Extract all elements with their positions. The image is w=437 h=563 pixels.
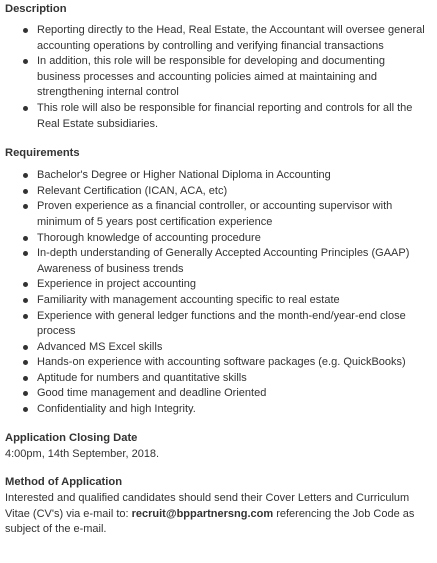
bullet-icon: [23, 236, 28, 241]
list-item: [5, 184, 437, 200]
description-list: [5, 23, 437, 132]
list-item: [5, 371, 437, 387]
closing-date-value: 4:00pm, 14th September, 2018.: [5, 447, 160, 460]
bullet-icon: [23, 314, 28, 319]
requirements-list: [5, 168, 437, 418]
description-heading: Description: [5, 3, 67, 15]
method-text-after: referencing the Job Code as subject of the e-mail.: [5, 507, 415, 536]
list-item-text: Reporting directly to the Head, Real Estate, the Accountant will oversee general accounting operations by controlling and verifying financial transactions: [37, 24, 425, 52]
job-posting: [0, 1, 437, 563]
list-item-text: Hands-on experience with accounting software packages (e.g. QuickBooks): [37, 356, 406, 369]
method-heading: Method of Application: [5, 476, 123, 489]
list-item-text: Good time management and deadline Oriented: [37, 387, 267, 400]
list-item-text: Bachelor's Degree or Higher National Diploma in Accounting: [37, 169, 331, 182]
bullet-icon: [23, 345, 28, 350]
list-item-text: Experience in project accounting: [37, 278, 196, 291]
list-item-text: In addition, this role will be responsible for developing and documenting business processes and accounting policies aimed at maintaining and strengthening internal control: [37, 55, 385, 99]
list-item-text: In-depth understanding of Generally Accepted Accounting Principles (GAAP) Awareness of business trends: [37, 247, 410, 275]
list-item: [5, 293, 437, 309]
list-item: [5, 168, 437, 184]
list-item-text: This role will also be responsible for financial reporting and controls for all the Real Estate subsidiaries.: [37, 101, 413, 130]
list-item: [5, 355, 437, 371]
bullet-icon: [23, 106, 28, 111]
bullet-icon: [23, 376, 28, 381]
bullet-icon: [23, 391, 28, 396]
bullet-icon: [23, 28, 28, 33]
list-item-text: Relevant Certification (ICAN, ACA, etc): [37, 184, 228, 197]
list-item-text: Thorough knowledge of accounting procedure: [37, 231, 261, 244]
list-item-text: Advanced MS Excel skills: [37, 340, 163, 353]
bullet-icon: [23, 251, 28, 256]
bullet-icon: [23, 173, 28, 178]
bullet-icon: [23, 59, 28, 64]
list-item: [5, 386, 437, 402]
requirements-section: [5, 145, 437, 418]
bullet-icon: [23, 282, 28, 287]
list-item: [5, 23, 437, 54]
bullet-icon: [23, 407, 28, 412]
bullet-icon: [23, 360, 28, 365]
list-item-text: Experience with general ledger functions and the month-end/year-end close process: [37, 309, 406, 338]
list-item: [5, 340, 437, 356]
list-item: [5, 246, 437, 277]
method-paragraph: [5, 491, 437, 538]
closing-date-heading: Application Closing Date: [5, 431, 138, 444]
closing-date-section: [5, 430, 437, 463]
list-item: [5, 199, 437, 230]
bullet-icon: [23, 204, 28, 209]
list-item: [5, 402, 437, 418]
requirements-heading: Requirements: [5, 147, 80, 160]
list-item-text: Aptitude for numbers and quantitative skills: [37, 371, 247, 384]
method-text-before: Interested and qualified candidates should send their Cover Letters and Curriculum Vitae (CV's) via e-mail to:: [5, 492, 410, 520]
list-item: [5, 54, 437, 101]
method-section: [5, 474, 437, 538]
list-item: [5, 231, 437, 247]
list-item-text: Familiarity with management accounting specific to real estate: [37, 293, 340, 306]
list-item-text: Proven experience as a financial controller, or accounting supervisor with minimum of 5 years post certification experience: [37, 200, 393, 228]
bullet-icon: [23, 298, 28, 303]
list-item: [5, 309, 437, 340]
list-item-text: Confidentiality and high Integrity.: [37, 403, 196, 416]
bullet-icon: [23, 189, 28, 194]
description-section: [5, 1, 437, 132]
list-item: [5, 277, 437, 293]
email-address[interactable]: recruit@bppartnersng.com: [131, 507, 274, 520]
list-item: [5, 101, 437, 132]
